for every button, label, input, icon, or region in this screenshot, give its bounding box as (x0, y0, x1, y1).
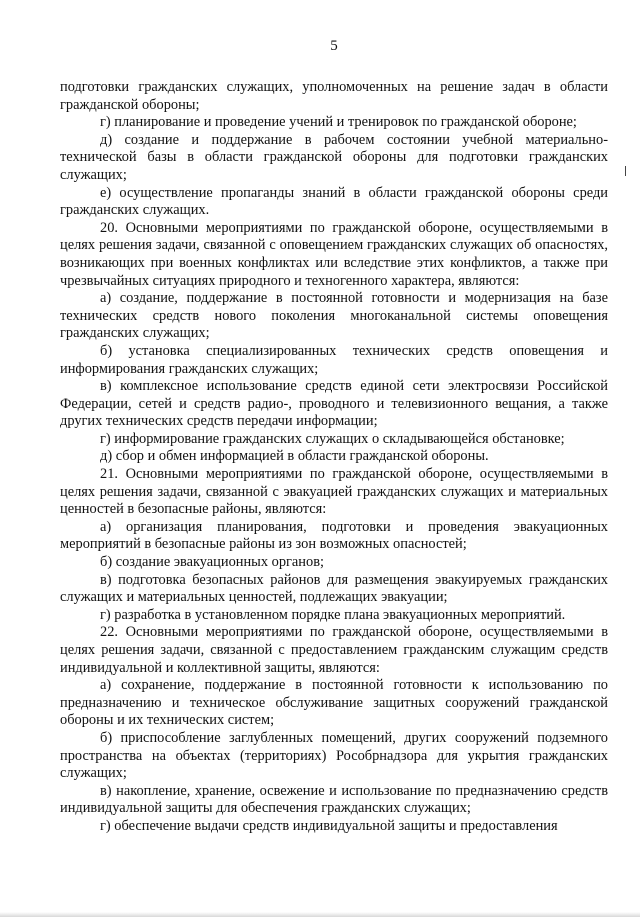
paragraph: а) сохранение, поддержание в постоянной готовности к использованию по предназначению и техническое обслуживание защитных сооружений гражданской обороны и их технических систем; (60, 677, 608, 729)
paragraph: д) сбор и обмен информацией в области гражданской обороны. (100, 448, 489, 465)
paragraph: е) осуществление пропаганды знаний в области гражданской обороны среди гражданских служащих. (60, 184, 608, 219)
paragraph: а) организация планирования, подготовки и проведения эвакуационных мероприятий в безопасные районы из зон возможных опасностей; (60, 518, 608, 553)
paragraph: 21. Основными мероприятиями по гражданской обороне, осуществляемыми в целях решения задачи, связанной с эвакуацией гражданских служащих и материальных ценностей в безопасные районы, являются: (60, 466, 608, 518)
paragraph: б) создание эвакуационных органов; (100, 554, 324, 571)
paragraph: в) накопление, хранение, освежение и использование по предназначению средств индивидуальной защиты для обеспечения гражданских служащих; (60, 782, 608, 817)
paragraph: г) обеспечение выдачи средств индивидуальной защиты и предоставления (100, 817, 558, 834)
scan-bottom-edge (0, 912, 640, 917)
scan-artifact-mark (625, 166, 626, 176)
paragraph: 22. Основными мероприятиями по гражданской обороне, осуществляемыми в целях решения задачи, связанной с предоставлением гражданским служащим средств индивидуальной и коллективной защиты, являются: (60, 624, 608, 676)
page-number: 5 (330, 38, 338, 54)
paragraph: в) подготовка безопасных районов для размещения эвакуируемых гражданских служащих и материальных ценностей, подлежащих эвакуации; (60, 571, 608, 606)
paragraph: г) информирование гражданских служащих о складывающейся обстановке; (100, 430, 565, 447)
paragraph: 20. Основными мероприятиями по гражданской обороне, осуществляемыми в целях решения задачи, связанной с оповещением гражданских служащих об опасностях, возникающих при военных конфликтах или вследствие этих конфликтов, а также при чрезвычайных ситуациях природного и техногенного характера, являются: (60, 219, 608, 289)
paragraph: б) установка специализированных технических средств оповещения и информирования гражданских служащих; (60, 342, 608, 377)
paragraph: г) планирование и проведение учений и тренировок по гражданской обороне; (100, 114, 577, 131)
paragraph: д) создание и поддержание в рабочем состоянии учебной материально-технической базы в области гражданской обороны для подготовки гражданских служащих; (60, 131, 608, 183)
paragraph: а) создание, поддержание в постоянной готовности и модернизация на базе технических средств нового поколения многоканальной системы оповещения гражданских служащих; (60, 290, 608, 342)
paragraph: в) комплексное использование средств единой сети электросвязи Российской Федерации, сетей и средств радио-, проводного и телевизионного вещания, а также других технических средств передачи информации; (60, 378, 608, 430)
document-body (60, 79, 608, 836)
paragraph: подготовки гражданских служащих, уполномоченных на решение задач в области гражданской обороны; (60, 79, 608, 113)
paragraph: б) приспособление заглубленных помещений, других сооружений подземного пространства на объектах (территориях) Рособрнадзора для укрытия гражданских служащих; (60, 729, 608, 782)
paragraph: г) разработка в установленном порядке плана эвакуационных мероприятий. (100, 606, 566, 623)
